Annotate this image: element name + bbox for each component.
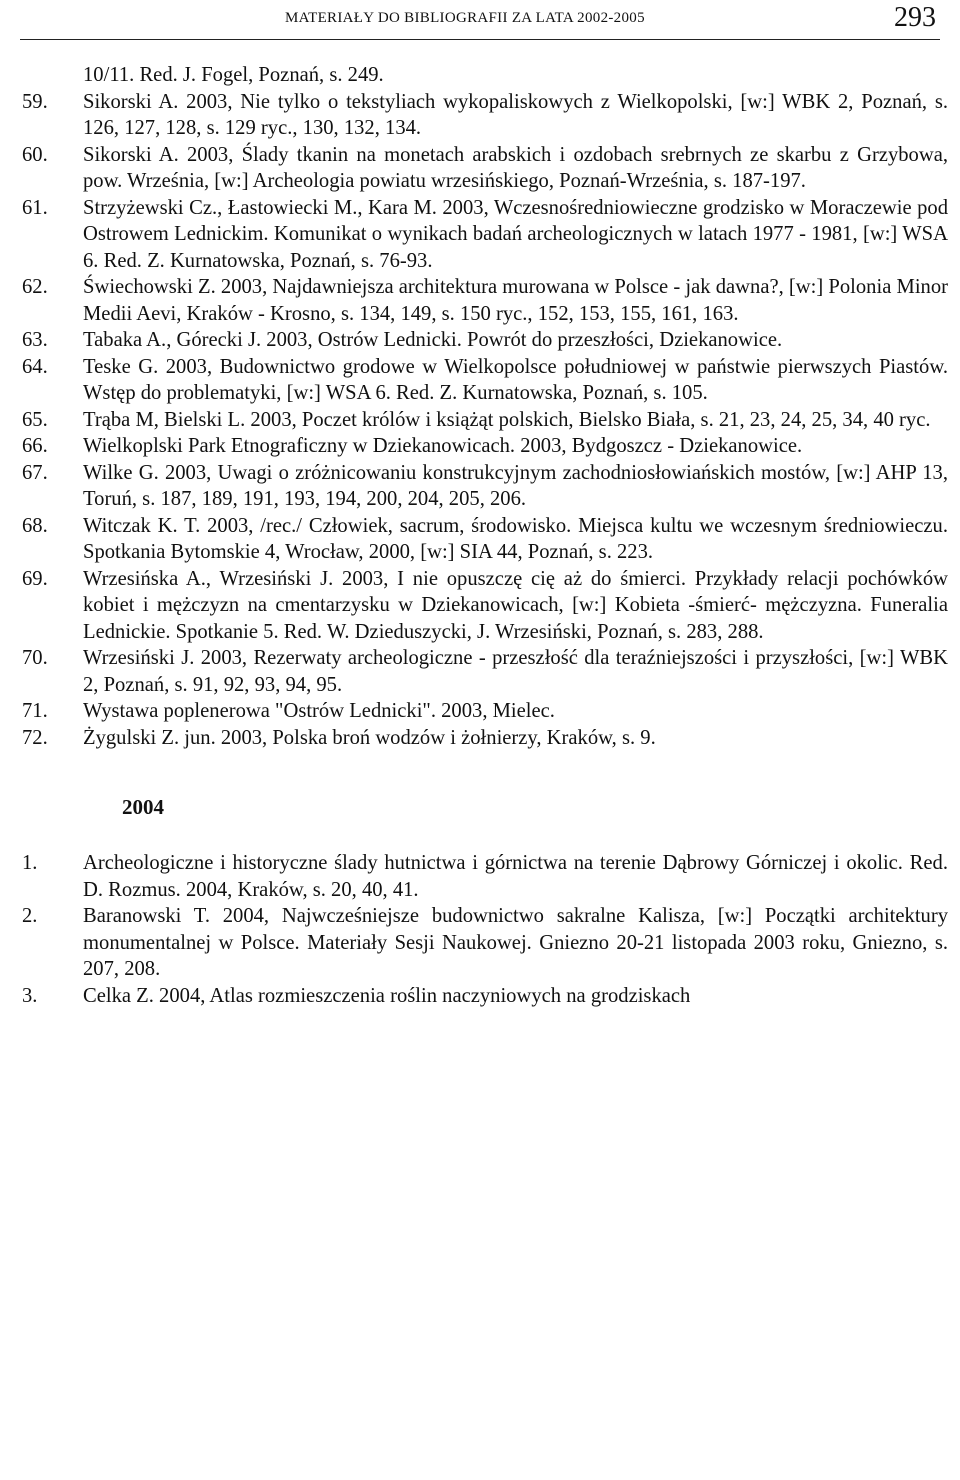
entry-number: 61. <box>22 196 48 219</box>
entry-text: Wrzesińska A., Wrzesiński J. 2003, I nie opuszczę cię aż do śmierci. Przykłady relacji pochówków kobiet i mężczyzn na cmentarzysku w Dziekanowicach, [w:] Kobieta -śmierć- mężczyzna. Funeralia Lednickie. Spotkanie 5. Red. W. Dzieduszycki, J. Wrzesiński, Poznań, s. 283, 288. <box>83 567 948 643</box>
bibliography-entry <box>22 903 948 983</box>
entry-text: Żygulski Z. jun. 2003, Polska broń wodzów i żołnierzy, Kraków, s. 9. <box>83 726 656 749</box>
bibliography-content <box>22 62 948 1009</box>
page-header <box>0 0 960 40</box>
bibliography-entry <box>22 566 948 646</box>
entry-text: Wilke G. 2003, Uwagi o zróżnicowaniu konstrukcyjnym zachodniosłowiańskich mostów, [w:] AHP 13, Toruń, s. 187, 189, 191, 193, 194, 200, 204, 205, 206. <box>83 461 948 510</box>
entry-text: Celka Z. 2004, Atlas rozmieszczenia roślin naczyniowych na grodziskach <box>83 984 691 1007</box>
entry-text: Strzyżewski Cz., Łastowiecki M., Kara M. 2003, Wczesnośredniowieczne grodzisko w Moraczewie pod Ostrowem Lednickim. Komunikat o wynikach badań archeologicznych w latach 1977 - 1981, [w:] WSA 6. Red. Z. Kurnatowska, Poznań, s. 76-93. <box>83 196 948 272</box>
entry-number: 69. <box>22 567 48 590</box>
entries-2003 <box>22 62 948 751</box>
entry-text: Tabaka A., Górecki J. 2003, Ostrów Lednicki. Powrót do przeszłości, Dziekanowice. <box>83 329 783 351</box>
entry-number: 67. <box>22 461 48 484</box>
entry-number: 71. <box>22 700 48 722</box>
page-number: 293 <box>894 2 936 33</box>
entry-number: 64. <box>22 355 48 378</box>
bibliography-entry <box>22 62 948 89</box>
entry-number: 65. <box>22 408 48 431</box>
entry-text: Wrzesiński J. 2003, Rezerwaty archeologiczne - przeszłość dla teraźniejszości i przyszłości, [w:] WBK 2, Poznań, s. 91, 92, 93, 94, 95. <box>83 647 948 696</box>
entry-text: Baranowski T. 2004, Najwcześniejsze budownictwo sakralne Kalisza, [w:] Początki architektury monumentalnej w Polsce. Materiały Sesji Naukowej. Gniezno 20-21 listopada 2003 roku, Gniezno, s. 207, 208. <box>83 905 948 980</box>
entry-number: 60. <box>22 143 48 166</box>
bibliography-entry <box>22 725 948 752</box>
entry-number: 3. <box>22 984 38 1007</box>
entry-number: 63. <box>22 329 48 351</box>
section-year-heading: 2004 <box>122 795 164 819</box>
entry-number: 72. <box>22 726 48 749</box>
entry-text: Świechowski Z. 2003, Najdawniejsza architektura murowana w Polsce - jak dawna?, [w:] Polonia Minor Medii Aevi, Kraków - Krosno, s. 134, 149, s. 150 ryc., 152, 153, 155, 161, 163. <box>83 276 948 325</box>
bibliography-entry <box>22 645 948 698</box>
bibliography-entry <box>22 142 948 195</box>
bibliography-entry <box>22 850 948 903</box>
bibliography-entry <box>22 698 948 725</box>
entry-text: 10/11. Red. J. Fogel, Poznań, s. 249. <box>83 64 384 86</box>
bibliography-entry <box>22 460 948 513</box>
entries-2004 <box>22 850 948 1009</box>
entry-number: 62. <box>22 276 48 298</box>
entry-number: 59. <box>22 90 48 113</box>
bibliography-entry <box>22 327 948 354</box>
entry-text: Sikorski A. 2003, Nie tylko o tekstyliach wykopaliskowych z Wielkopolski, [w:] WBK 2, Poznań, s. 126, 127, 128, s. 129 ryc., 130, 132, 134. <box>83 90 948 139</box>
bibliography-entry <box>22 983 948 1010</box>
entry-text: Sikorski A. 2003, Ślady tkanin na monetach arabskich i ozdobach srebrnych ze skarbu z Grzybowa, pow. Września, [w:] Archeologia powiatu wrzesińskiego, Poznań-Września, s. 187-197. <box>83 143 948 192</box>
bibliography-entry <box>22 274 948 327</box>
entry-text: Wystawa poplenerowa "Ostrów Lednicki". 2003, Mielec. <box>83 700 555 722</box>
entry-text: Archeologiczne i historyczne ślady hutnictwa i górnictwa na terenie Dąbrowy Górniczej i okolic. Red. D. Rozmus. 2004, Kraków, s. 20, 40, 41. <box>83 852 948 901</box>
entry-number: 2. <box>22 905 38 927</box>
bibliography-entry <box>22 354 948 407</box>
entry-number: 1. <box>22 852 38 874</box>
entry-text: Wielkoplski Park Etnograficzny w Dziekanowicach. 2003, Bydgoszcz - Dziekanowice. <box>83 435 803 457</box>
bibliography-entry <box>22 513 948 566</box>
bibliography-entry <box>22 407 948 434</box>
entry-text: Teske G. 2003, Budownictwo grodowe w Wielkopolsce południowej w państwie pierwszych Piastów. Wstęp do problematyki, [w:] WSA 6. Red. Z. Kurnatowska, Poznań, s. 105. <box>83 355 948 404</box>
entry-number: 70. <box>22 647 48 669</box>
running-title: MATERIAŁY DO BIBLIOGRAFII ZA LATA 2002-2005 <box>285 10 645 26</box>
header-rule <box>20 39 940 40</box>
bibliography-entry <box>22 195 948 275</box>
entry-text: Witczak K. T. 2003, /rec./ Człowiek, sacrum, środowisko. Miejsca kultu we wczesnym średniowieczu. Spotkania Bytomskie 4, Wrocław, 2000, [w:] SIA 44, Poznań, s. 223. <box>83 514 948 563</box>
entry-text: Trąba M, Bielski L. 2003, Poczet królów i książąt polskich, Bielsko Biała, s. 21, 23, 24, 25, 34, 40 ryc. <box>83 408 931 431</box>
bibliography-entry <box>22 89 948 142</box>
entry-number: 68. <box>22 514 48 537</box>
bibliography-entry <box>22 433 948 460</box>
entry-number: 66. <box>22 435 48 457</box>
